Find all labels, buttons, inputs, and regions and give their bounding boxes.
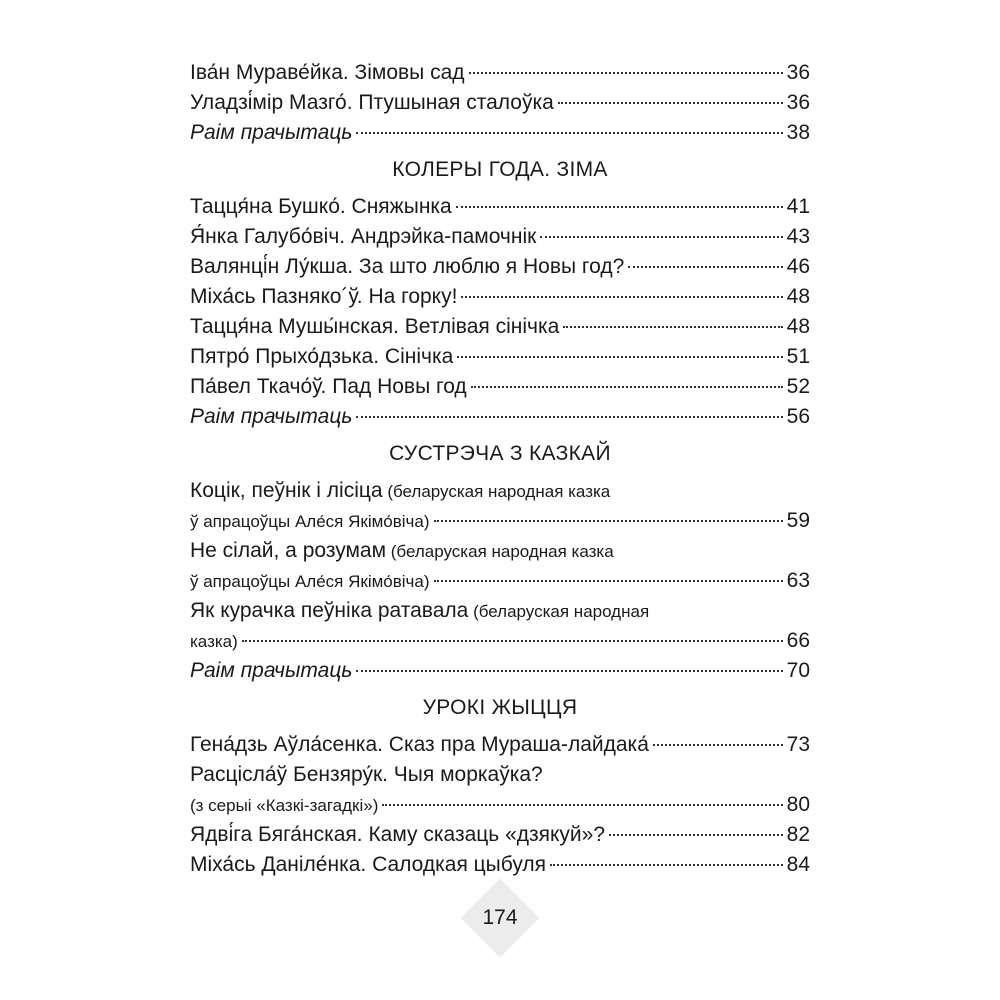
entry-first-line: [190, 476, 810, 506]
dot-leader: [356, 416, 782, 418]
page-number-badge: [462, 880, 538, 956]
entry-title: Я́нка Галубо́віч. Андрэйка-памочнік: [190, 225, 537, 248]
dot-leader: [242, 640, 783, 642]
entry-title-wrap: [190, 596, 649, 627]
entry-page: 84: [786, 853, 810, 876]
toc-entry[interactable]: [190, 252, 810, 282]
dot-leader: [609, 834, 783, 836]
entry-page: 70: [786, 659, 810, 682]
entry-title: Гена́дзь Аўла́сенка. Сказ пра Мураша-лайдака́: [190, 733, 649, 756]
entry-page: 66: [786, 629, 810, 652]
entry-subtitle: (беларуская народная казка: [382, 482, 611, 501]
entry-page: 52: [786, 375, 810, 398]
dot-leader: [653, 744, 783, 746]
entry-page: 43: [786, 225, 810, 248]
entry-title: Раім прачытаць: [190, 405, 353, 428]
entry-title: Міха́сь Даніле́нка. Салодкая цыбуля: [190, 853, 546, 876]
entry-title: Іва́н Мураве́йка. Зімовы сад: [190, 61, 465, 84]
entry-page: 59: [786, 509, 810, 532]
toc-section: [190, 686, 810, 880]
entry-page: 73: [786, 733, 810, 756]
section-heading: КОЛЕРЫ ГОДА. ЗІМА: [392, 158, 608, 181]
entry-subtitle: (беларуская народная казка: [386, 542, 614, 561]
entry-page: 48: [786, 285, 810, 308]
toc-entry[interactable]: [190, 402, 810, 432]
section-heading: СУСТРЭЧА З КАЗКАЙ: [389, 442, 611, 465]
dot-leader: [456, 206, 783, 208]
entry-title: Уладзі́мір Мазго́. Птушыная сталоўка: [190, 91, 554, 114]
entry-title: Раім прачытаць: [190, 659, 353, 682]
entry-title: Як курачка пеўніка ратавала: [190, 599, 469, 622]
entry-second-line: [190, 626, 810, 656]
dot-leader: [471, 386, 783, 388]
entry-page: 48: [786, 315, 810, 338]
dot-leader: [563, 326, 782, 328]
entry-page: 80: [786, 793, 810, 816]
dot-leader: [558, 102, 783, 104]
toc-section: [190, 432, 810, 686]
entry-title-wrap: [190, 536, 614, 567]
dot-leader: [356, 132, 782, 134]
toc-entry[interactable]: [190, 760, 810, 820]
toc-entry[interactable]: [190, 476, 810, 536]
toc-entry[interactable]: [190, 596, 810, 656]
dot-leader: [469, 72, 783, 74]
dot-leader: [434, 520, 783, 522]
toc-entry[interactable]: [190, 730, 810, 760]
toc-entry[interactable]: [190, 58, 810, 88]
entry-title-wrap: [190, 476, 610, 507]
entry-subtitle: (беларуская народная: [468, 602, 650, 621]
entry-continuation: казка): [190, 632, 238, 651]
entry-first-line: [190, 596, 810, 626]
entry-title: Коцік, пеўнік і лісіца: [190, 479, 383, 502]
dot-leader: [382, 804, 782, 806]
entry-title: Тацця́на Бушко́. Сняжынка: [190, 195, 452, 218]
toc-section: [190, 148, 810, 432]
entry-title: Пятро́ Прыхо́дзька. Сінічка: [190, 345, 454, 368]
entry-page: 46: [786, 255, 810, 278]
toc-entry[interactable]: [190, 372, 810, 402]
entry-page: 51: [786, 345, 810, 368]
entry-second-line: [190, 506, 810, 536]
entry-continuation: ў апрацоўцы Але́ся Якімо́віча): [190, 512, 430, 531]
toc-entry[interactable]: [190, 342, 810, 372]
dot-leader: [457, 356, 782, 358]
toc-entry[interactable]: [190, 222, 810, 252]
toc-entry[interactable]: [190, 192, 810, 222]
entry-page: 56: [786, 405, 810, 428]
toc-entry[interactable]: [190, 312, 810, 342]
toc-section: [190, 58, 810, 148]
toc-entry[interactable]: [190, 88, 810, 118]
entry-title: Па́вел Ткачо́ў. Пад Новы год: [190, 375, 467, 398]
dot-leader: [356, 670, 782, 672]
entry-title: Міха́сь Пазнякo´ў. На горку!: [190, 285, 458, 308]
table-of-contents: [190, 58, 810, 880]
entry-first-line: [190, 536, 810, 566]
entry-continuation: (з серыі «Казкі-загадкі»): [190, 796, 379, 815]
toc-entry[interactable]: [190, 820, 810, 850]
entry-page: 41: [786, 195, 810, 218]
toc-entry[interactable]: [190, 850, 810, 880]
entry-title: Расціcла́ў Бензяру́к. Чыя моркаўка?: [190, 763, 543, 786]
entry-title: Ядві́га Бяга́нская. Каму сказаць «дзякуй»?: [190, 823, 606, 846]
entry-first-line: [190, 760, 810, 790]
toc-entry[interactable]: [190, 282, 810, 312]
entry-second-line: [190, 566, 810, 596]
dot-leader: [550, 864, 783, 866]
entry-title: Раім прачытаць: [190, 121, 353, 144]
page-number: 174: [482, 906, 518, 929]
entry-title: Валянці́н Лу́кша. За што люблю я Новы год?: [190, 255, 625, 278]
dot-leader: [540, 236, 782, 238]
entry-page: 36: [786, 61, 810, 84]
entry-page: 63: [786, 569, 810, 592]
dot-leader: [461, 296, 782, 298]
entry-continuation: ў апрацоўцы Але́ся Якімо́віча): [190, 572, 430, 591]
toc-entry[interactable]: [190, 118, 810, 148]
entry-page: 82: [786, 823, 810, 846]
toc-entry[interactable]: [190, 656, 810, 686]
entry-title: Не сілай, а розумам: [190, 539, 387, 562]
entry-title: Тацця́на Мушы́нская. Ветлівая сінічка: [190, 315, 560, 338]
section-heading: УРОКІ ЖЫЦЦЯ: [422, 696, 578, 719]
dot-leader: [628, 266, 782, 268]
entry-page: 38: [786, 121, 810, 144]
entry-page: 36: [786, 91, 810, 114]
toc-entry[interactable]: [190, 536, 810, 596]
dot-leader: [434, 580, 783, 582]
entry-second-line: [190, 790, 810, 820]
